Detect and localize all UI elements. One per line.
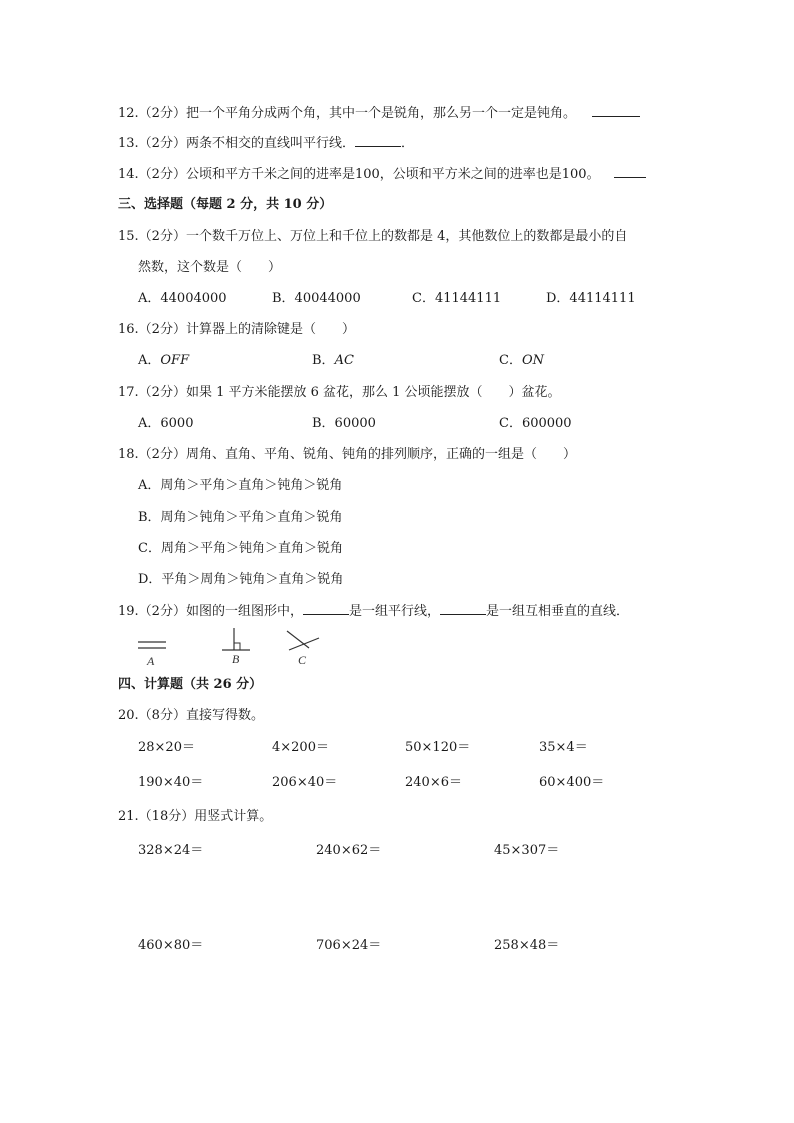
- calc-item: 258×48＝: [494, 938, 560, 953]
- option-prefix: C．: [499, 353, 522, 368]
- calc-item: 328×24＝: [138, 843, 204, 858]
- option-b[interactable]: B．40044000: [272, 291, 361, 306]
- question-14: [118, 165, 646, 184]
- answer-blank[interactable]: [355, 134, 401, 147]
- calc-item: 28×20＝: [138, 740, 195, 755]
- answer-blank-parallel[interactable]: [303, 602, 349, 615]
- option-b[interactable]: [312, 352, 354, 370]
- option-a[interactable]: A．周角＞平角＞直角＞钝角＞锐角: [138, 478, 343, 493]
- calc-item: 4×200＝: [272, 740, 329, 755]
- calc-item: 240×6＝: [405, 775, 462, 790]
- question-15-line1: 15.（2分）一个数千万位上、万位上和千位上的数都是 4，其他数位上的数都是最小的自: [118, 229, 628, 244]
- calc-item: 706×24＝: [316, 938, 382, 953]
- figure-label-a: A: [147, 654, 155, 668]
- question-16: 16.（2分）计算器上的清除键是（ ）: [118, 322, 355, 337]
- calc-item: 35×4＝: [539, 740, 588, 755]
- option-d[interactable]: D．平角＞周角＞钝角＞直角＞锐角: [138, 572, 344, 587]
- calc-item: 190×40＝: [138, 775, 204, 790]
- question-12: [118, 104, 640, 123]
- option-b[interactable]: B．60000: [312, 416, 376, 431]
- figure-label-b: B: [232, 652, 240, 666]
- calculator-key-on: ON: [521, 353, 544, 368]
- option-b[interactable]: B．周角＞钝角＞平角＞直角＞锐角: [138, 510, 343, 525]
- option-prefix: A．: [138, 353, 161, 368]
- question-14-text: 14.（2分）公顷和平方千米之间的进率是100，公顷和平方米之间的进率也是100。: [118, 167, 600, 182]
- option-a[interactable]: A．6000: [138, 416, 194, 431]
- figure-c-intersecting-lines: [283, 626, 323, 668]
- question-13: [118, 134, 414, 153]
- option-c[interactable]: C．600000: [499, 416, 572, 431]
- calc-item: 50×120＝: [405, 740, 471, 755]
- question-15-line2: 然数，这个数是（ ）: [138, 260, 282, 275]
- question-12-text: 12.（2分）把一个平角分成两个角，其中一个是锐角，那么另一个一定是钝角。: [118, 106, 576, 121]
- question-17: 17.（2分）如果 1 平方米能摆放 6 盆花，那么 1 公顷能摆放（ ）盆花。: [118, 385, 561, 400]
- answer-blank[interactable]: [592, 104, 640, 117]
- option-c[interactable]: C．41144111: [412, 291, 502, 306]
- section-title: 三、选择题（每题 2 分，共 10 分）: [118, 197, 333, 212]
- question-21: 21.（18分）用竖式计算。: [118, 809, 273, 824]
- question-19-text: 19.（2分）如图的一组图形中，: [118, 604, 303, 619]
- question-19-text-mid: 是一组平行线，: [348, 604, 440, 619]
- question-19: [118, 602, 629, 621]
- option-a[interactable]: [138, 352, 189, 370]
- question-20: 20.（8分）直接写得数。: [118, 708, 264, 723]
- option-c[interactable]: [499, 352, 544, 370]
- figure-b-perpendicular-lines: [220, 626, 260, 668]
- calc-item: 460×80＝: [138, 938, 204, 953]
- option-d[interactable]: D．44114111: [546, 291, 636, 306]
- question-13-end: ．: [400, 136, 414, 151]
- answer-blank[interactable]: [614, 165, 646, 178]
- calc-item: 206×40＝: [272, 775, 338, 790]
- calculator-key-ac: AC: [334, 353, 354, 368]
- question-13-text: 13.（2分）两条不相交的直线叫平行线．: [118, 136, 355, 151]
- calculator-key-off: OFF: [160, 353, 190, 368]
- option-a[interactable]: A．44004000: [138, 291, 227, 306]
- calc-item: 240×62＝: [316, 843, 382, 858]
- question-19-text-end: 是一组互相垂直的直线．: [485, 604, 629, 619]
- figure-a-parallel-lines: [136, 627, 176, 669]
- calc-item: 45×307＝: [494, 843, 560, 858]
- section-title: 四、计算题（共 26 分）: [118, 677, 263, 692]
- calc-item: 60×400＝: [539, 775, 605, 790]
- option-c[interactable]: C．周角＞平角＞钝角＞直角＞锐角: [138, 541, 343, 556]
- question-18: 18.（2分）周角、直角、平角、锐角、钝角的排列顺序，正确的一组是（ ）: [118, 447, 576, 462]
- figure-label-c: C: [298, 653, 307, 667]
- option-prefix: B．: [312, 353, 335, 368]
- answer-blank-perpendicular[interactable]: [440, 602, 486, 615]
